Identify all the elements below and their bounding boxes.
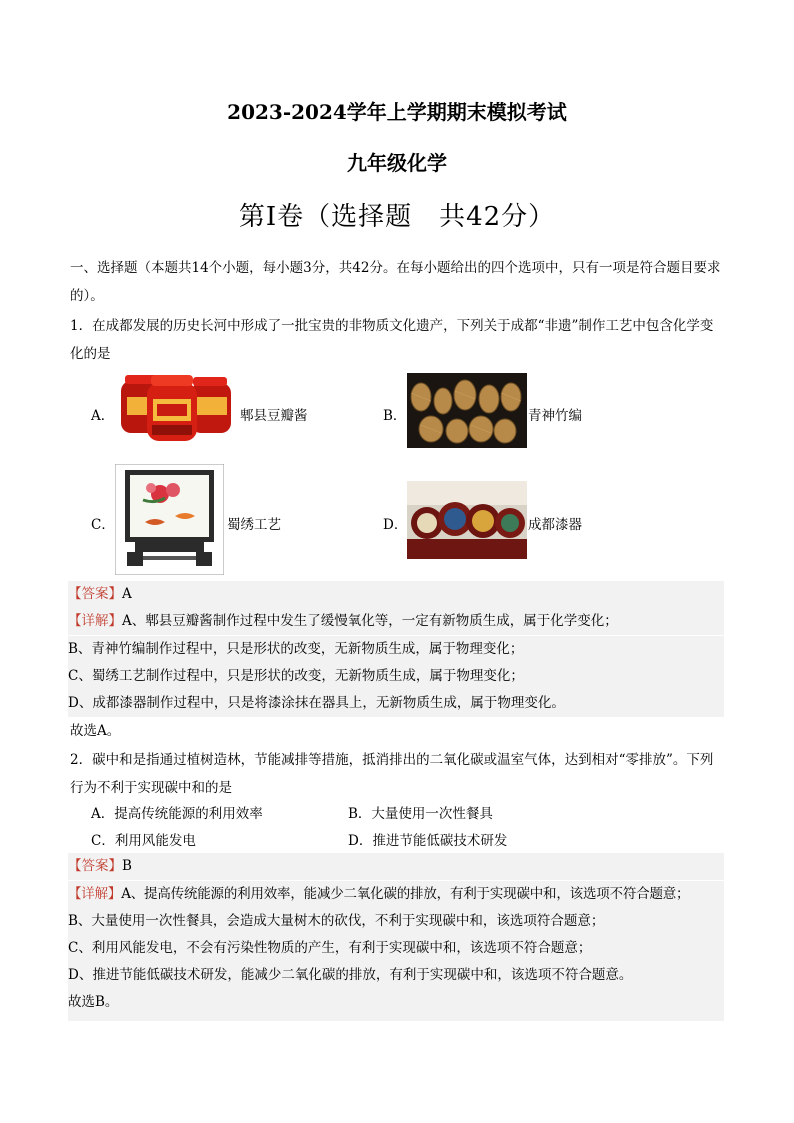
q2-answer-tag: 【答案】 [68, 858, 122, 874]
q2-detail-tag: 【详解】 [68, 886, 122, 902]
q2-option-d [348, 832, 507, 850]
q2-option-b-text: 大量使用一次性餐具 [371, 806, 493, 822]
q1-detail-c: C、蜀绣工艺制作过程中，只是形状的改变，无新物质生成，属于物理变化； [68, 668, 524, 684]
q2-option-a-label: A． [91, 806, 115, 822]
q1-detail-b: B、青神竹编制作过程中，只是形状的改变，无新物质生成，属于物理变化； [68, 641, 524, 657]
question-1-stem: 1．在成都发展的历史长河中形成了一批宝贵的非物质文化遗产，下列关于成都“非遗”制作工艺中包含化学变化的是 [70, 318, 714, 362]
q1-detail-d: D、成都漆器制作过程中，只是将漆涂抹在器具上，无新物质生成，属于物理变化。 [68, 695, 565, 711]
bamboo-weaving-image [407, 373, 527, 448]
q1-detail-a: A、郫县豆瓣酱制作过程中发生了缓慢氧化等，一定有新物质生成，属于化学变化； [122, 613, 618, 629]
q1-detail-row-1 [68, 608, 724, 635]
q1-option-c-label: C． [91, 517, 115, 533]
q2-detail-d: D、推进节能低碳技术研发，能减少二氧化碳的排放，有利于实现碳中和，该选项不符合题意。 [68, 967, 633, 983]
q1-detail-row-3 [68, 663, 724, 690]
q1-option-d-label: D． [383, 517, 408, 533]
q1-detail-row-4 [68, 690, 724, 717]
q1-answer-tag: 【答案】 [68, 586, 122, 602]
q2-option-b [348, 805, 493, 823]
q1-option-b-label: B． [383, 408, 407, 424]
q1-option-b-text: 青神竹编 [528, 408, 582, 424]
q1-detail-tag: 【详解】 [68, 613, 122, 629]
q2-answer-value: B [122, 858, 132, 874]
q2-option-d-text: 推进节能低碳技术研发 [372, 833, 508, 849]
q1-detail-row-2 [68, 636, 724, 663]
exam-title: 2023-2024学年上学期期末模拟考试 [227, 100, 567, 124]
bean-paste-jars-image [121, 371, 235, 443]
q2-option-a-text: 提高传统能源的利用效率 [114, 806, 263, 822]
q1-conclusion: 故选A。 [70, 723, 121, 739]
q2-answer-row [68, 853, 724, 880]
q1-option-a-text: 郫县豆瓣酱 [240, 408, 308, 424]
q2-option-a [91, 805, 263, 823]
q2-conclusion: 故选B。 [68, 994, 119, 1010]
q2-detail-c: C、利用风能发电，不会有污染性物质的产生，有利于实现碳中和，该选项不符合题意； [68, 940, 592, 956]
q2-option-b-label: B． [348, 806, 372, 822]
q2-detail-row-2 [68, 908, 724, 935]
q1-answer-row [68, 581, 724, 608]
shu-embroidery-screen-image [115, 464, 224, 575]
exam-subtitle: 九年级化学 [347, 151, 447, 175]
q2-detail-row-1 [68, 881, 724, 908]
q1-option-a-label: A． [91, 408, 115, 424]
section-title: 第Ⅰ卷（选择题 共42分） [238, 202, 556, 232]
question-2-stem: 2．碳中和是指通过植树造林，节能减排等措施，抵消排出的二氧化碳或温室气体，达到相对“零排放”。下列行为不利于实现碳中和的是 [70, 752, 714, 796]
q2-detail-b: B、大量使用一次性餐具，会造成大量树木的砍伐，不利于实现碳中和，该选项符合题意； [68, 913, 605, 929]
q2-option-c-label: C． [91, 833, 115, 849]
q2-option-c-text: 利用风能发电 [114, 833, 196, 849]
q2-conclusion-row [68, 989, 724, 1021]
q2-option-c [91, 832, 196, 850]
q2-option-d-label: D． [348, 833, 373, 849]
q1-answer-value: A [122, 586, 132, 602]
q2-detail-row-4 [68, 962, 724, 989]
q1-option-d-text: 成都漆器 [528, 517, 582, 533]
section-intro: 一、选择题（本题共14个小题，每小题3分，共42分。在每小题给出的四个选项中，只有一项是符合题目要求的）。 [70, 260, 721, 304]
q2-detail-a: A、提高传统能源的利用效率，能减少二氧化碳的排放，有利于实现碳中和，该选项不符合题意； [121, 886, 690, 902]
q2-detail-row-3 [68, 935, 724, 962]
lacquerware-image [407, 481, 527, 559]
q1-option-c-text: 蜀绣工艺 [227, 517, 281, 533]
